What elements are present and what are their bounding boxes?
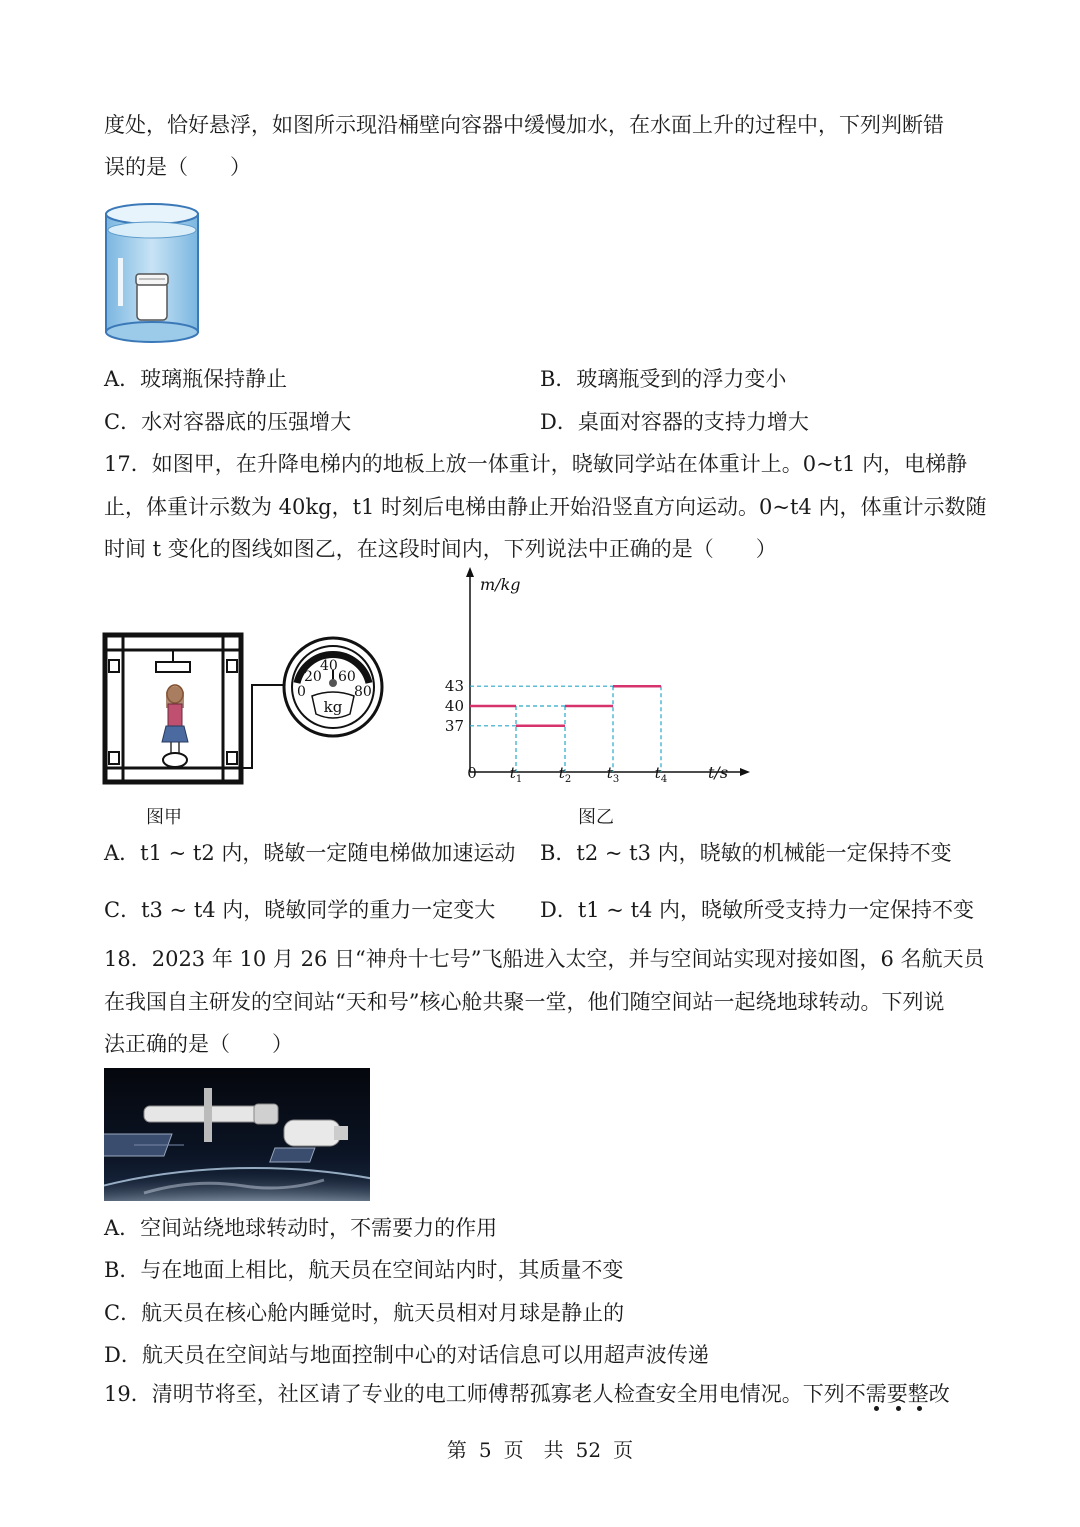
x-tick-label: 0 xyxy=(467,764,477,782)
footer-suffix: 页 xyxy=(613,1438,634,1462)
footer-total-pages: 52 xyxy=(575,1438,602,1462)
y-axis-arrow xyxy=(466,567,474,577)
q16-text-line2: 误的是（ ） xyxy=(104,155,251,179)
space-station-photo xyxy=(104,1068,370,1201)
container-figure xyxy=(104,200,200,346)
footer-page-number: 5 xyxy=(478,1438,492,1462)
q17-option-b: B．t2 ~ t3 内，晓敏的机械能一定保持不变 xyxy=(540,841,952,865)
emphasis-dot xyxy=(874,1406,879,1411)
page-footer xyxy=(0,1434,1080,1463)
y-tick-label: 40 xyxy=(444,697,464,715)
q17-text-line3: 时间 t 变化的图线如图乙，在这段时间内，下列说法中正确的是（ ） xyxy=(104,537,777,561)
y-tick-label: 43 xyxy=(444,677,464,696)
figure-b-caption: 图乙 xyxy=(578,807,614,828)
x-axis-arrow xyxy=(740,768,750,776)
elevator-figure xyxy=(100,630,390,790)
q18-text-line1: 18．2023 年 10 月 26 日“神舟十七号”飞船进入太空，并与空间站实现对接如图，6 名航天员 xyxy=(104,947,985,971)
q16-option-d: D．桌面对容器的支持力增大 xyxy=(540,410,809,434)
q17-option-d: D．t1 ~ t4 内，晓敏所受支持力一定保持不变 xyxy=(540,898,975,922)
footer-prefix: 第 xyxy=(446,1438,467,1462)
q19-text-line1: 19．清明节将至，社区请了专业的电工师傅帮孤寡老人检查安全用电情况。下列不需要整改 xyxy=(104,1382,950,1406)
x-tick-label: $t_2$ xyxy=(558,764,572,785)
x-tick-label: $t_4$ xyxy=(654,764,668,785)
q17-option-c: C．t3 ~ t4 内，晓敏同学的重力一定变大 xyxy=(104,898,496,922)
footer-mid: 页 共 xyxy=(503,1438,564,1462)
q18-text-line3: 法正确的是（ ） xyxy=(104,1032,293,1056)
scale-tick-60: 60 xyxy=(338,669,356,685)
scale-dial xyxy=(284,638,382,736)
q18-option-d: D．航天员在空间站与地面控制中心的对话信息可以用超声波传递 xyxy=(104,1343,709,1367)
y-tick-label: 37 xyxy=(444,716,464,735)
q17-text-line2: 止，体重计示数为 40kg，t1 时刻后电梯由静止开始沿竖直方向运动。0~t4 内，体重计示数随 xyxy=(104,495,987,519)
emphasis-dot xyxy=(917,1406,922,1411)
scale-tick-0: 0 xyxy=(297,684,306,700)
scale-tick-80: 80 xyxy=(354,684,372,700)
q16-text-line1: 度处，恰好悬浮，如图所示现沿桶壁向容器中缓慢加水，在水面上升的过程中，下列判断错 xyxy=(104,113,944,137)
glass-jar xyxy=(136,274,168,320)
emphasis-dot xyxy=(896,1406,901,1411)
y-axis-label: m/kg xyxy=(480,575,521,594)
q18-text-line2: 在我国自主研发的空间站“天和号”核心舱共聚一堂，他们随空间站一起绕地球转动。下列说 xyxy=(104,990,945,1014)
q17-option-a: A．t1 ~ t2 内，晓敏一定随电梯做加速运动 xyxy=(104,841,516,865)
scale-tick-20: 20 xyxy=(304,669,322,685)
x-tick-label: $t_1$ xyxy=(509,764,523,785)
scale-unit: kg xyxy=(323,698,343,716)
q16-option-c: C．水对容器底的压强增大 xyxy=(104,410,352,434)
q16-option-b: B．玻璃瓶受到的浮力变小 xyxy=(540,367,787,391)
figure-a-caption: 图甲 xyxy=(146,807,182,828)
x-tick-label: $t_3$ xyxy=(606,764,620,785)
q18-option-a: A．空间站绕地球转动时，不需要力的作用 xyxy=(104,1216,498,1240)
x-axis-label: t/s xyxy=(708,763,729,782)
scale-tick-40: 40 xyxy=(320,658,338,674)
girl-figure xyxy=(162,685,188,754)
q16-option-a: A．玻璃瓶保持静止 xyxy=(104,367,288,391)
q18-option-c: C．航天员在核心舱内睡觉时，航天员相对月球是静止的 xyxy=(104,1301,625,1325)
mass-time-chart xyxy=(440,565,750,790)
q17-text-line1: 17．如图甲，在升降电梯内的地板上放一体重计，晓敏同学站在体重计上。0~t1 内，电梯静 xyxy=(104,452,968,476)
q18-option-b: B．与在地面上相比，航天员在空间站内时，其质量不变 xyxy=(104,1258,624,1282)
